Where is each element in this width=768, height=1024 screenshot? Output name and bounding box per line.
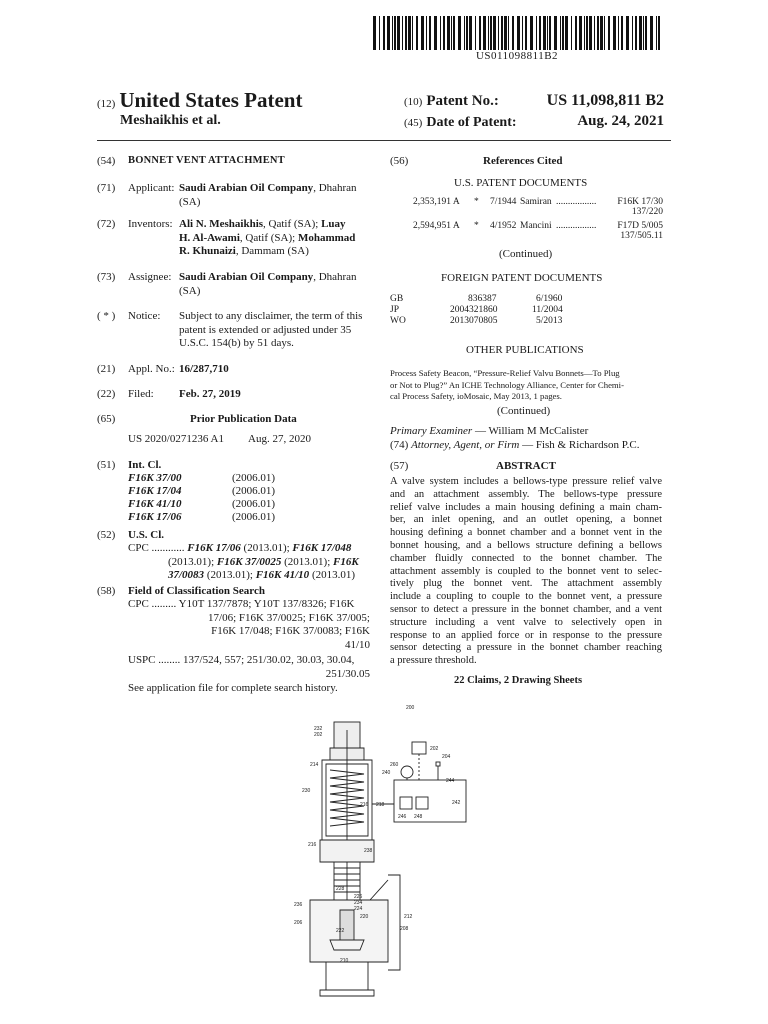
appl-no: 16/287,710 bbox=[179, 363, 229, 375]
barcode-bar bbox=[565, 16, 568, 50]
label-224: 224 bbox=[354, 906, 363, 912]
barcode-bar bbox=[479, 16, 481, 50]
abstract-line: housing defining a bonnet chamber and a bonnet vent in the bbox=[390, 527, 662, 539]
code-57: (57) bbox=[390, 460, 409, 472]
label-226: 226 bbox=[354, 894, 363, 900]
label-202: 202 bbox=[314, 732, 323, 738]
abstract-line: ber, an inlet opening, and an outlet opening, a bonnet bbox=[390, 514, 662, 526]
label-246: 246 bbox=[398, 814, 407, 820]
code-45: (45) bbox=[404, 117, 423, 129]
invention-title: BONNET VENT ATTACHMENT bbox=[128, 155, 285, 166]
assignee-name: Saudi Arabian Oil Company bbox=[179, 271, 314, 283]
barcode-bar bbox=[613, 16, 616, 50]
inventor-1-loc: , Qatif (SA); bbox=[263, 218, 322, 230]
barcode-bar bbox=[600, 16, 603, 50]
barcode-bar bbox=[440, 16, 441, 50]
abstract-line: bonnet housing, and a bellows structure defining a bellows bbox=[390, 539, 662, 551]
doc-dots: ................. bbox=[556, 197, 597, 207]
abstract-heading: ABSTRACT bbox=[496, 460, 556, 472]
doc-number: 2004321860 bbox=[450, 305, 498, 315]
abstract-line: sensor to detect a pressure in the bonnet chamber, and a vent bbox=[390, 603, 662, 615]
label-208: 208 bbox=[400, 926, 409, 932]
label-216: 216 bbox=[360, 802, 369, 808]
barcode-bar bbox=[405, 16, 407, 50]
barcode-bar bbox=[604, 16, 605, 50]
int-cl-code: F16K 17/06 bbox=[128, 511, 182, 523]
barcode-bar bbox=[469, 16, 472, 50]
inventor-3-loc: , Dammam (SA) bbox=[235, 245, 309, 257]
cpc-label: CPC ............ bbox=[128, 542, 185, 554]
filed-date: Feb. 27, 2019 bbox=[179, 388, 241, 400]
search-uspc-1: USPC ........ 137/524, 557; 251/30.02, 30.03, 30.04, bbox=[128, 654, 355, 666]
barcode-bar bbox=[402, 16, 403, 50]
barcode-bar bbox=[522, 16, 523, 50]
barcode-bar bbox=[579, 16, 582, 50]
other-publication bbox=[390, 368, 665, 403]
barcode-bar bbox=[530, 16, 533, 50]
barcode-bar bbox=[560, 16, 561, 50]
header-rule bbox=[97, 140, 671, 141]
barcode-bar bbox=[490, 16, 492, 50]
doc-class-2: 137/505.11 bbox=[620, 231, 663, 241]
field-of-search-label: Field of Classification Search bbox=[128, 585, 265, 597]
abstract-line: A valve system includes a bellows-type pressure relief valve bbox=[390, 476, 662, 487]
barcode-bar bbox=[547, 16, 548, 50]
attorney-name: — Fish & Richardson P.C. bbox=[519, 439, 640, 451]
inventor-1: Ali N. Meshaikhis bbox=[179, 218, 264, 230]
barcode-bar bbox=[394, 16, 396, 50]
doc-date: 6/1960 bbox=[536, 294, 563, 304]
cpc-code: F16K 17/048 bbox=[292, 542, 352, 554]
doc-class: F16K 17/30 bbox=[617, 197, 663, 207]
search-cpc-1: CPC ......... Y10T 137/7878; Y10T 137/8326; F16K bbox=[128, 598, 355, 610]
patent-number: US 11,098,811 B2 bbox=[546, 92, 664, 109]
barcode-bar bbox=[512, 16, 514, 50]
barcode-bar bbox=[656, 16, 657, 50]
barcode-bar bbox=[451, 16, 452, 50]
doc-date: 4/1952 bbox=[490, 221, 517, 231]
abstract-line: relief valve includes a main housing defining a main cham- bbox=[390, 501, 662, 513]
primary-examiner bbox=[390, 425, 588, 437]
field-of-search bbox=[128, 598, 370, 696]
patent-date: Aug. 24, 2021 bbox=[577, 113, 664, 129]
barcode-bar bbox=[483, 16, 486, 50]
barcode-bar bbox=[658, 16, 660, 50]
barcode-bar bbox=[562, 16, 564, 50]
attorney-label: Attorney, Agent, or Firm bbox=[411, 439, 520, 451]
us-patent-docs-heading: U.S. PATENT DOCUMENTS bbox=[454, 177, 588, 189]
doc-class-2: 137/220 bbox=[631, 207, 663, 217]
barcode-bar bbox=[397, 16, 400, 50]
other-pub-l3: cal Process Safety, ioMosaic, May 2013, 1 pages. bbox=[390, 391, 562, 401]
references-cited-heading: References Cited bbox=[483, 155, 563, 167]
abstract-line: and an attachment assembly. The bellows-type pressure bbox=[390, 488, 662, 500]
claims-count: 22 Claims, 2 Drawing Sheets bbox=[454, 675, 583, 686]
inventors bbox=[179, 218, 369, 259]
prior-publication-number: US 2020/0271236 A1 bbox=[128, 433, 224, 445]
us-cl-label: U.S. Cl. bbox=[128, 529, 165, 541]
barcode-bar bbox=[408, 16, 411, 50]
barcode-bar bbox=[554, 16, 557, 50]
inventor-2a: Luay bbox=[321, 218, 346, 230]
barcode-bar bbox=[639, 16, 642, 50]
attorney bbox=[390, 439, 639, 451]
cpc-year: (2013.01); bbox=[281, 555, 334, 568]
int-cl-code: F16K 17/04 bbox=[128, 485, 182, 497]
barcode-bar bbox=[549, 16, 551, 50]
foreign-doc-row bbox=[390, 294, 590, 305]
int-cl-list bbox=[128, 472, 275, 524]
int-cl-version: (2006.01) bbox=[232, 511, 276, 523]
code: (54) bbox=[97, 155, 116, 167]
barcode-bar bbox=[416, 16, 418, 50]
barcode-bar bbox=[412, 16, 413, 50]
doc-date: 5/2013 bbox=[536, 316, 563, 326]
code-74: (74) bbox=[390, 439, 409, 451]
doc-number: 836387 bbox=[468, 294, 497, 304]
barcode-bar bbox=[571, 16, 572, 50]
barcode-bar bbox=[621, 16, 623, 50]
barcode-bar bbox=[379, 16, 380, 50]
code-58: (58) bbox=[97, 585, 116, 597]
label-216b: 216 bbox=[308, 842, 317, 848]
int-cl-code: F16K 37/00 bbox=[128, 472, 182, 484]
barcode-bar bbox=[392, 16, 393, 50]
applicant bbox=[179, 182, 369, 209]
barcode-bar bbox=[594, 16, 595, 50]
cpc-code: F16K bbox=[333, 555, 359, 568]
examiner-name: — William M McCalister bbox=[472, 425, 589, 437]
other-publications-heading: OTHER PUBLICATIONS bbox=[466, 344, 584, 356]
search-cpc-3: F16K 17/048; F16K 37/0083; F16K bbox=[211, 625, 370, 637]
barcode-bar bbox=[643, 16, 644, 50]
label-228: 228 bbox=[336, 886, 345, 892]
barcode-bar bbox=[426, 16, 427, 50]
label-234: 234 bbox=[354, 900, 363, 906]
barcode-bar bbox=[488, 16, 489, 50]
doc-number: 2,594,951 A bbox=[413, 221, 460, 231]
label-248: 248 bbox=[414, 814, 423, 820]
abstract-line: attachment assembly is coupled to the bonnet vent to selec- bbox=[390, 565, 662, 577]
abstract-line: include a coupling to couple to the bonnet vent, a pressure bbox=[390, 591, 662, 603]
int-cl-item bbox=[128, 498, 275, 511]
doc-number: 2013070805 bbox=[450, 316, 498, 326]
abstract-line: structure including a vent valve to selectively open in bbox=[390, 616, 662, 628]
int-cl-version: (2006.01) bbox=[232, 472, 276, 484]
country: GB bbox=[390, 294, 404, 304]
barcode-bar bbox=[517, 16, 520, 50]
applicant-loc: , Dhahran bbox=[313, 182, 357, 194]
label-230: 230 bbox=[302, 788, 311, 794]
int-cl-item bbox=[128, 472, 275, 485]
notice-l1: Subject to any disclaimer, the term of this bbox=[179, 310, 363, 322]
barcode-bar bbox=[498, 16, 499, 50]
doc-name: Samiran bbox=[520, 197, 552, 207]
other-pub-l2: or Not to Plug?” An ICHE Technology Alliance, Center for Chemi- bbox=[390, 379, 624, 390]
notice-text bbox=[179, 310, 369, 351]
abstract-line: tively plug the bonnet vent. The attachment assembly bbox=[390, 578, 662, 590]
code-10: (10) bbox=[404, 96, 423, 108]
barcode-bar bbox=[475, 16, 476, 50]
barcode-bar bbox=[597, 16, 599, 50]
search-note: See application file for complete search history. bbox=[128, 682, 338, 694]
assignee-loc: , Dhahran bbox=[313, 271, 357, 283]
barcode-bar bbox=[383, 16, 385, 50]
barcode-bar bbox=[608, 16, 610, 50]
label-202b: 202 bbox=[430, 746, 439, 752]
label-240: 240 bbox=[382, 770, 391, 776]
int-cl-item bbox=[128, 511, 275, 524]
notice-l3: U.S.C. 154(b) by 51 days. bbox=[179, 337, 294, 349]
cpc-code: 37/0083 bbox=[168, 569, 205, 581]
doc-number: 2,353,191 A bbox=[413, 197, 460, 207]
barcode-bar bbox=[536, 16, 537, 50]
inventor-2-loc: , Qatif (SA); bbox=[239, 231, 298, 244]
barcode-bar bbox=[525, 16, 527, 50]
inventors-short: Meshaikhis et al. bbox=[120, 113, 221, 128]
label-232: 232 bbox=[314, 726, 323, 732]
label-200: 200 bbox=[406, 705, 415, 711]
barcode bbox=[373, 16, 661, 50]
barcode-bar bbox=[466, 16, 468, 50]
prior-publication-date: Aug. 27, 2020 bbox=[248, 433, 311, 445]
barcode-bar bbox=[632, 16, 633, 50]
barcode-bar bbox=[501, 16, 503, 50]
int-cl-version: (2006.01) bbox=[232, 485, 276, 497]
cpc-year: (2013.01) bbox=[309, 569, 356, 581]
label-204: 204 bbox=[442, 754, 451, 760]
applicant-country: (SA) bbox=[179, 195, 201, 208]
abstract-line: response to an applied force or in response to the pressure bbox=[390, 629, 662, 641]
barcode-bar bbox=[387, 16, 390, 50]
barcode-bar bbox=[584, 16, 585, 50]
search-cpc-2: 17/06; F16K 37/0025; F16K 37/005; bbox=[208, 611, 370, 624]
label-222: 222 bbox=[336, 928, 345, 934]
barcode-bar bbox=[589, 16, 592, 50]
cpc-year: (2013.01); bbox=[204, 569, 256, 581]
code-72: (72) bbox=[97, 218, 116, 230]
label-244: 244 bbox=[446, 778, 455, 784]
search-cpc-4: 41/10 bbox=[344, 638, 370, 651]
code-12: (12) bbox=[97, 98, 116, 110]
barcode-bar bbox=[586, 16, 588, 50]
label-214: 214 bbox=[310, 762, 319, 768]
label-238: 238 bbox=[364, 848, 373, 854]
us-cl-cpc bbox=[128, 542, 370, 583]
country: WO bbox=[390, 316, 406, 326]
inventor-3a: Mohammad bbox=[297, 231, 356, 244]
doc-date: 7/1944 bbox=[490, 197, 517, 207]
doc-class: F17D 5/005 bbox=[617, 221, 663, 231]
barcode-bar bbox=[429, 16, 431, 50]
patent-number-line bbox=[404, 92, 664, 110]
abstract-line: a pressure threshold. bbox=[390, 655, 477, 667]
code-71: (71) bbox=[97, 182, 116, 194]
int-cl-item bbox=[128, 485, 275, 498]
valve-drawing bbox=[290, 700, 480, 1020]
cpc-code: F16K 37/0025 bbox=[216, 555, 282, 568]
label-242: 242 bbox=[452, 800, 461, 806]
continued-1: (Continued) bbox=[499, 248, 553, 260]
assignee-country: (SA) bbox=[179, 284, 201, 297]
applicant-label: Applicant: bbox=[128, 182, 175, 194]
cpc-code: F16K 17/06 bbox=[187, 542, 241, 554]
continued-2: (Continued) bbox=[497, 405, 551, 417]
label-210: 210 bbox=[340, 958, 349, 964]
barcode-bar bbox=[493, 16, 496, 50]
int-cl-code: F16K 41/10 bbox=[128, 498, 182, 510]
barcode-bar bbox=[458, 16, 461, 50]
abstract-text bbox=[390, 476, 662, 668]
patent-kind: United States Patent bbox=[119, 88, 303, 112]
barcode-bar bbox=[575, 16, 577, 50]
cpc-code: F16K 41/10 bbox=[255, 569, 310, 581]
barcode-bar bbox=[543, 16, 546, 50]
barcode-bar bbox=[453, 16, 455, 50]
label-206: 206 bbox=[294, 920, 303, 926]
barcode-bar bbox=[618, 16, 619, 50]
barcode-bar bbox=[421, 16, 424, 50]
us-doc-row bbox=[413, 221, 663, 241]
examiner-label: Primary Examiner bbox=[390, 425, 473, 437]
foreign-docs-heading: FOREIGN PATENT DOCUMENTS bbox=[441, 272, 603, 284]
barcode-bar bbox=[504, 16, 507, 50]
cpc-year: (2013.01); bbox=[240, 542, 293, 554]
patent-kind-heading bbox=[97, 88, 302, 113]
date-label: Date of Patent: bbox=[426, 115, 517, 130]
barcode-bar bbox=[373, 16, 376, 50]
prior-publication-heading: Prior Publication Data bbox=[190, 413, 297, 425]
inventor-3b: R. Khunaizi bbox=[179, 245, 236, 257]
doc-star: * bbox=[474, 221, 479, 231]
barcode-bar bbox=[508, 16, 509, 50]
code-56: (56) bbox=[390, 155, 409, 167]
barcode-bar bbox=[447, 16, 450, 50]
assignee bbox=[179, 271, 369, 298]
other-pub-l1: Process Safety Beacon, “Pressure-Relief Valvu Bonnets—To Plug bbox=[390, 368, 620, 378]
code-65: (65) bbox=[97, 413, 116, 425]
label-218: 218 bbox=[376, 802, 385, 808]
barcode-bar bbox=[645, 16, 647, 50]
us-doc-row bbox=[413, 197, 663, 217]
int-cl-label: Int. Cl. bbox=[128, 459, 162, 471]
label-236: 236 bbox=[294, 902, 303, 908]
barcode-bar bbox=[464, 16, 465, 50]
code-21: (21) bbox=[97, 363, 116, 375]
label-260: 260 bbox=[390, 762, 399, 768]
barcode-bar bbox=[443, 16, 445, 50]
barcode-bar bbox=[539, 16, 541, 50]
country: JP bbox=[390, 305, 399, 315]
barcode-bar bbox=[626, 16, 629, 50]
foreign-docs bbox=[390, 294, 590, 327]
barcode-number: US011098811B2 bbox=[475, 50, 559, 62]
applicant-name: Saudi Arabian Oil Company bbox=[179, 182, 314, 194]
code-22: (22) bbox=[97, 388, 116, 400]
doc-star: * bbox=[474, 197, 479, 207]
int-cl-version: (2006.01) bbox=[232, 498, 276, 510]
filed-label: Filed: bbox=[128, 388, 154, 400]
abstract-line: chamber fluidly connected to the bonnet chamber. The bbox=[390, 552, 662, 564]
notice-label: Notice: bbox=[128, 310, 161, 322]
foreign-doc-row bbox=[390, 305, 590, 316]
abstract-line: sensor detecting a pressure in the bonnet chamber reaching bbox=[390, 642, 662, 654]
label-220: 220 bbox=[360, 914, 369, 920]
patent-no-label: Patent No.: bbox=[426, 93, 499, 109]
cpc-year: (2013.01); bbox=[168, 555, 217, 568]
code-51: (51) bbox=[97, 459, 116, 471]
inventor-2b: H. Al-Awami bbox=[179, 231, 240, 244]
patent-date-line bbox=[404, 113, 664, 131]
appl-no-label: Appl. No.: bbox=[128, 363, 175, 375]
foreign-doc-row bbox=[390, 316, 590, 327]
doc-dots: ................. bbox=[556, 221, 597, 231]
label-212: 212 bbox=[404, 914, 413, 920]
inventors-label: Inventors: bbox=[128, 218, 173, 230]
barcode-bar bbox=[635, 16, 637, 50]
doc-date: 11/2004 bbox=[532, 305, 563, 315]
code-notice: ( * ) bbox=[97, 310, 116, 322]
notice-l2: patent is extended or adjusted under 35 bbox=[179, 323, 352, 336]
assignee-label: Assignee: bbox=[128, 271, 172, 283]
code-52: (52) bbox=[97, 529, 116, 541]
doc-name: Mancini bbox=[520, 221, 552, 231]
search-uspc-2: 251/30.05 bbox=[325, 667, 370, 680]
code-73: (73) bbox=[97, 271, 116, 283]
field-54 bbox=[97, 155, 115, 167]
barcode-bar bbox=[650, 16, 653, 50]
barcode-bar bbox=[434, 16, 437, 50]
